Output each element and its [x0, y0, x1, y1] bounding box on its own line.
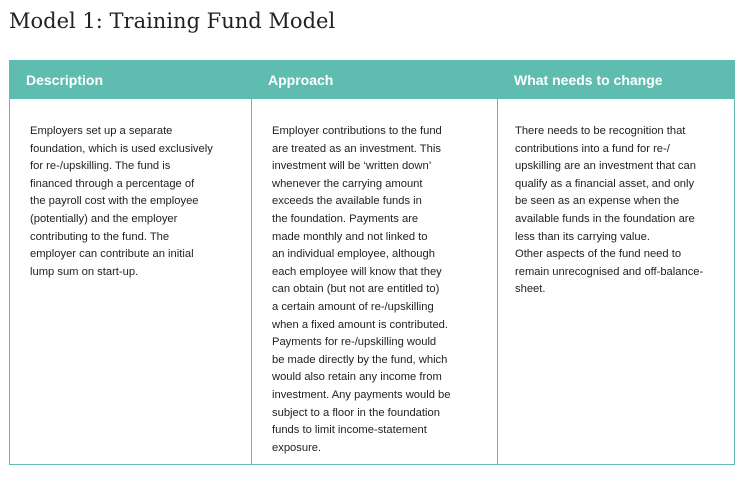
text-line: (potentially) and the employer [30, 212, 178, 225]
text-line: less than its carrying value. [515, 230, 650, 243]
text-line: a certain amount of re-/upskilling [272, 300, 434, 313]
text-line: investment will be ‘written down’ [272, 160, 432, 173]
text-line: whenever the carrying amount [272, 177, 423, 190]
text-line: contributions into a fund for re-/ [515, 142, 670, 155]
text-line: qualify as a financial asset, and only [515, 177, 695, 190]
page-title: Model 1: Training Fund Model [9, 9, 336, 33]
text-line: be made directly by the fund, which [272, 353, 448, 366]
text-line: Employer contributions to the fund [272, 125, 442, 137]
approach-header: Approach [252, 61, 497, 99]
text-line: remain unrecognised and off-balance- [515, 265, 704, 278]
text-line: upskilling are an investment that can [515, 160, 696, 173]
approach-text [272, 123, 491, 457]
text-line: foundation, which is used exclusively [30, 142, 213, 155]
text-line: financed through a percentage of [30, 177, 195, 190]
text-line: contributing to the fund. The [30, 230, 170, 243]
text-line: Employers set up a separate [30, 125, 173, 137]
text-line: would also retain any income from [272, 371, 442, 384]
text-line: made monthly and not linked to [272, 230, 428, 243]
what-needs-to-change-header: What needs to change [498, 61, 734, 99]
text-line: exceeds the available funds in [272, 195, 422, 208]
text-line: an individual employee, although [272, 248, 435, 261]
text-line: for re-/upskilling. The fund is [30, 160, 171, 173]
what-needs-to-change-column [497, 61, 734, 464]
model-table [9, 60, 735, 465]
text-line: are treated as an investment. This [272, 142, 441, 155]
text-line: available funds in the foundation are [515, 212, 695, 225]
text-line: exposure. [272, 441, 322, 454]
text-line: each employee will know that they [272, 265, 442, 278]
text-line: There needs to be recognition that [515, 125, 686, 137]
description-column [10, 61, 251, 464]
text-line: can obtain (but not are entitled to) [272, 283, 440, 296]
text-line: subject to a floor in the foundation [272, 406, 440, 419]
text-line: employer can contribute an initial [30, 248, 194, 261]
text-line: the payroll cost with the employee [30, 195, 199, 208]
text-line: Payments for re-/upskilling would [272, 336, 437, 349]
text-line: Other aspects of the fund need to [515, 248, 682, 261]
text-line: sheet. [515, 283, 546, 296]
what-needs-to-change-text [515, 123, 728, 299]
text-line: lump sum on start-up. [30, 265, 139, 278]
text-line: investment. Any payments would be [272, 388, 451, 401]
text-line: be seen as an expense when the [515, 195, 680, 208]
text-line: funds to limit income-statement [272, 424, 427, 437]
approach-column [251, 61, 497, 464]
text-line: when a fixed amount is contributed. [272, 318, 448, 331]
description-text [30, 123, 243, 281]
text-line: the foundation. Payments are [272, 212, 419, 225]
description-header: Description [10, 61, 251, 99]
